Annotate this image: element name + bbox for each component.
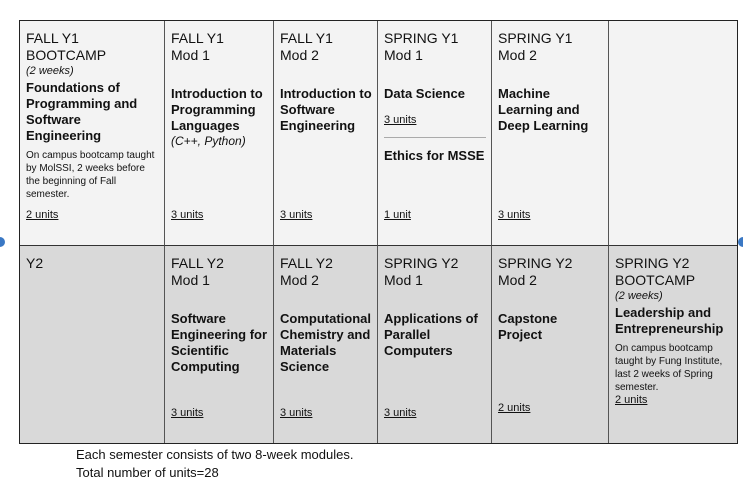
units-label-secondary: 1 unit — [384, 209, 411, 221]
term-label: FALL Y2 — [280, 255, 333, 271]
units-label: 2 units — [26, 209, 59, 221]
units-label: 3 units — [171, 209, 204, 221]
curriculum-table — [19, 20, 738, 444]
course-title: Foundations of Programming and Software Engineering — [26, 80, 138, 143]
mod-label: Mod 1 — [171, 272, 210, 288]
cell-spring-y1-mod1 — [378, 21, 492, 246]
cell-spring-y2-mod2 — [492, 246, 609, 443]
cell-y2 — [20, 246, 165, 443]
term-label: FALL Y1 — [171, 30, 224, 46]
term-label: Y2 — [26, 255, 44, 271]
course-title: Data Science — [384, 86, 465, 101]
course-title: Introduction to Programming Languages — [171, 86, 263, 133]
cell-fall-y2-mod2 — [274, 246, 378, 443]
mod-label: Mod 2 — [498, 47, 537, 63]
units-label: 3 units — [498, 209, 531, 221]
course-note: (C++, Python) — [171, 134, 246, 148]
term-label: SPRING Y2 — [384, 255, 459, 271]
mod-label: Mod 2 — [280, 272, 319, 288]
units-label: 2 units — [615, 394, 648, 406]
units-label: 3 units — [280, 209, 313, 221]
cell-fall-y1-mod1 — [165, 21, 274, 246]
course-title: Capstone Project — [498, 311, 558, 342]
cell-fall-y2-mod1 — [165, 246, 274, 443]
term-label: SPRING Y1 — [384, 30, 459, 46]
units-label: 2 units — [498, 402, 531, 414]
mod-label: Mod 1 — [384, 47, 423, 63]
course-title: Software Engineering for Scientific Computing — [171, 311, 268, 374]
course-title: Introduction to Software Engineering — [280, 86, 372, 133]
course-title: Computational Chemistry and Materials Science — [280, 311, 371, 374]
cell-spring-y2-mod1 — [378, 246, 492, 443]
term-label: SPRING Y2 — [615, 255, 690, 271]
course-title-secondary: Ethics for MSSE — [384, 148, 485, 163]
units-label: 3 units — [171, 407, 204, 419]
sub-term-label: BOOTCAMP — [615, 272, 696, 288]
units-label: 3 units — [280, 407, 313, 419]
cell-fall-y1-bootcamp — [20, 21, 165, 246]
term-label: SPRING Y1 — [498, 30, 573, 46]
course-description: On campus bootcamp taught by Fung Institute, last 2 weeks of Spring semester. — [615, 343, 723, 393]
duration-label: (2 weeks) — [615, 290, 663, 302]
footnote-modules: Each semester consists of two 8-week modules. — [76, 447, 354, 462]
term-label: FALL Y2 — [171, 255, 224, 271]
term-label: SPRING Y2 — [498, 255, 573, 271]
mod-label: Mod 1 — [171, 47, 210, 63]
course-title: Leadership and Entrepreneurship — [615, 305, 724, 336]
mod-label: Mod 2 — [498, 272, 537, 288]
mod-label: Mod 1 — [384, 272, 423, 288]
course-description: On campus bootcamp taught by MolSSI, 2 weeks before the beginning of Fall semester. — [26, 150, 155, 200]
cell-spring-y1-mod2 — [492, 21, 609, 246]
sub-term-label: BOOTCAMP — [26, 47, 107, 63]
course-title: Applications of Parallel Computers — [384, 311, 478, 358]
duration-label: (2 weeks) — [26, 65, 74, 77]
resize-handle-right[interactable] — [738, 237, 743, 247]
footnote-total-units: Total number of units=28 — [76, 465, 219, 480]
term-label: FALL Y1 — [26, 30, 79, 46]
resize-handle-left[interactable] — [0, 237, 5, 247]
cell-fall-y1-mod2 — [274, 21, 378, 246]
cell-empty — [609, 21, 737, 246]
units-label: 3 units — [384, 407, 417, 419]
units-label: 3 units — [384, 114, 417, 126]
course-divider — [384, 137, 486, 138]
cell-spring-y2-bootcamp — [609, 246, 737, 443]
mod-label: Mod 2 — [280, 47, 319, 63]
term-label: FALL Y1 — [280, 30, 333, 46]
course-title: Machine Learning and Deep Learning — [498, 86, 589, 133]
